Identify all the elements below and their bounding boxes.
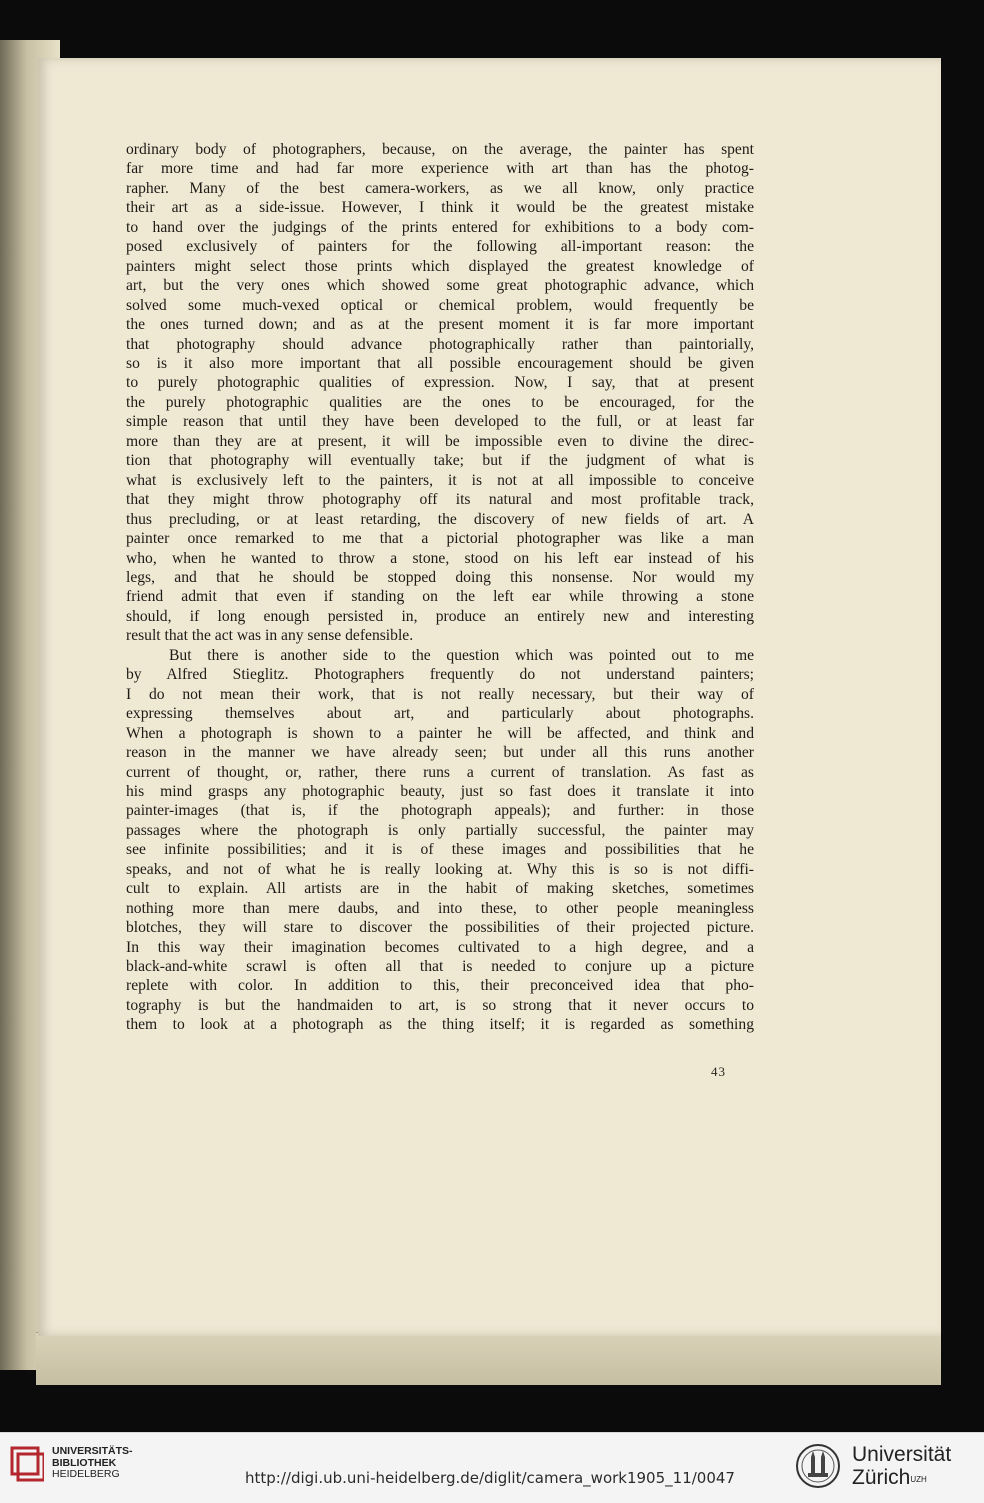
- uzh-superscript: UZH: [910, 1475, 927, 1484]
- text-line: blotches, they will stare to discover the possibilities of their projected picture.: [126, 919, 754, 937]
- text-line: so is it also more important that all possible encouragement should be given: [126, 354, 754, 372]
- text-line: reason in the manner we have already seen; but under all this runs another: [126, 744, 754, 762]
- text-line: legs, and that he should be stopped doing this nonsense. Nor would my: [126, 568, 754, 586]
- text-line: thus precluding, or at least retarding, the discovery of new fields of art. A: [126, 510, 754, 528]
- text-line: result that the act was in any sense defensible.: [126, 627, 414, 645]
- text-line: painter-images (that is, if the photograph appeals); and further: in those: [126, 802, 754, 820]
- text-line: more than they are at present, it will be impossible even to divine the direc-: [126, 432, 754, 450]
- uzh-wordmark[interactable]: [852, 1443, 951, 1489]
- text-line: what is exclusively left to the painters, it is not at all impossible to conceive: [126, 471, 754, 489]
- uzh-line-2: [852, 1466, 951, 1489]
- text-line: the ones turned down; and as at the present moment it is far more important: [126, 316, 754, 334]
- ub-heidelberg-wordmark[interactable]: [52, 1446, 133, 1481]
- text-line: far more time and had far more experience with art than has the photog-: [126, 160, 754, 178]
- text-line: current of thought, or, rather, there runs a current of translation. As fast as: [126, 763, 754, 781]
- text-line: art, but the very ones which showed some great photographic advance, which: [126, 277, 754, 295]
- text-line: that they might throw photography off its natural and most profitable track,: [126, 491, 754, 509]
- text-line: his mind grasps any photographic beauty, just so fast does it translate it into: [126, 782, 754, 800]
- body-text: [126, 140, 754, 1035]
- uzh-name: Zürich: [852, 1466, 911, 1489]
- text-line: painters might select those prints which displayed the greatest knowledge of: [126, 257, 754, 275]
- text-line: solved some much-vexed optical or chemical problem, would frequently be: [126, 296, 754, 314]
- text-line: expressing themselves about art, and particularly about photographs.: [126, 705, 754, 723]
- text-line: nothing more than mere daubs, and into these, to other people meaningless: [126, 899, 754, 917]
- text-line: should, if long enough persisted in, produce an entirely new and interesting: [126, 607, 754, 625]
- text-line: speaks, and not of what he is really looking at. Why this is so is not diffi-: [126, 860, 754, 878]
- text-line: that photography should advance photographically rather than paintorially,: [126, 335, 754, 353]
- text-line: to purely photographic qualities of expression. Now, I say, that at present: [126, 374, 754, 392]
- text-line: who, when he wanted to throw a stone, stood on his left ear instead of his: [126, 549, 754, 567]
- ub-line-1: UNIVERSITÄTS-: [52, 1445, 133, 1457]
- text-line: simple reason that until they have been developed to the full, or at least far: [126, 413, 754, 431]
- text-line: cult to explain. All artists are in the habit of making sketches, sometimes: [126, 880, 754, 898]
- text-line: rapher. Many of the best camera-workers, as we all know, only practice: [126, 179, 754, 197]
- text-line: But there is another side to the question which was pointed out to me: [169, 646, 754, 664]
- text-line: see infinite possibilities; and it is of these images and possibilities that he: [126, 841, 754, 859]
- text-line: tography is but the handmaiden to art, is so strong that it never occurs to: [126, 996, 754, 1014]
- text-line: to hand over the judgings of the prints entered for exhibitions to a body com-: [126, 218, 754, 236]
- text-line: painter once remarked to me that a pictorial photographer was like a man: [126, 530, 754, 548]
- text-line: In this way their imagination becomes cultivated to a high degree, and a: [126, 938, 754, 956]
- viewer-footer: [0, 1432, 984, 1503]
- text-line: posed exclusively of painters for the following all-important reason: the: [126, 238, 754, 256]
- text-line: replete with color. In addition to this, their preconceived idea that pho-: [126, 977, 754, 995]
- ub-line-2: BIBLIOTHEK: [52, 1456, 117, 1469]
- text-line: black-and-white scrawl is often all that is needed to conjure up a picture: [126, 958, 754, 976]
- text-line: ordinary body of photographers, because, on the average, the painter has spent: [126, 141, 754, 158]
- uzh-seal-icon[interactable]: [795, 1443, 841, 1489]
- text-line: them to look at a photograph as the thing itself; it is regarded as something: [126, 1016, 754, 1034]
- text-line: tion that photography will eventually take; but if the judgment of what is: [126, 452, 754, 470]
- ub-heidelberg-logo-icon[interactable]: [10, 1445, 44, 1483]
- text-line: friend admit that even if standing on the left ear while throwing a stone: [126, 588, 754, 606]
- ub-line-3: HEIDELBERG: [52, 1468, 120, 1480]
- text-line: I do not mean their work, that is not really necessary, but their way of: [126, 685, 754, 703]
- text-line: passages where the photograph is only partially successful, the painter may: [126, 821, 754, 839]
- text-line: the purely photographic qualities are the ones to be encouraged, for the: [126, 393, 754, 411]
- page-bottom-edge: [36, 1332, 941, 1385]
- uzh-line-1: Universität: [852, 1443, 952, 1466]
- text-line: their art as a side-issue. However, I think it would be the greatest mistake: [126, 199, 754, 217]
- page-number: 43: [711, 1064, 726, 1079]
- text-line: by Alfred Stieglitz. Photographers frequently do not understand painters;: [126, 666, 754, 684]
- text-line: When a photograph is shown to a painter he will be affected, and think and: [126, 724, 754, 742]
- permalink-url[interactable]: http://digi.ub.uni-heidelberg.de/diglit/camera_work1905_11/0047: [245, 1469, 735, 1487]
